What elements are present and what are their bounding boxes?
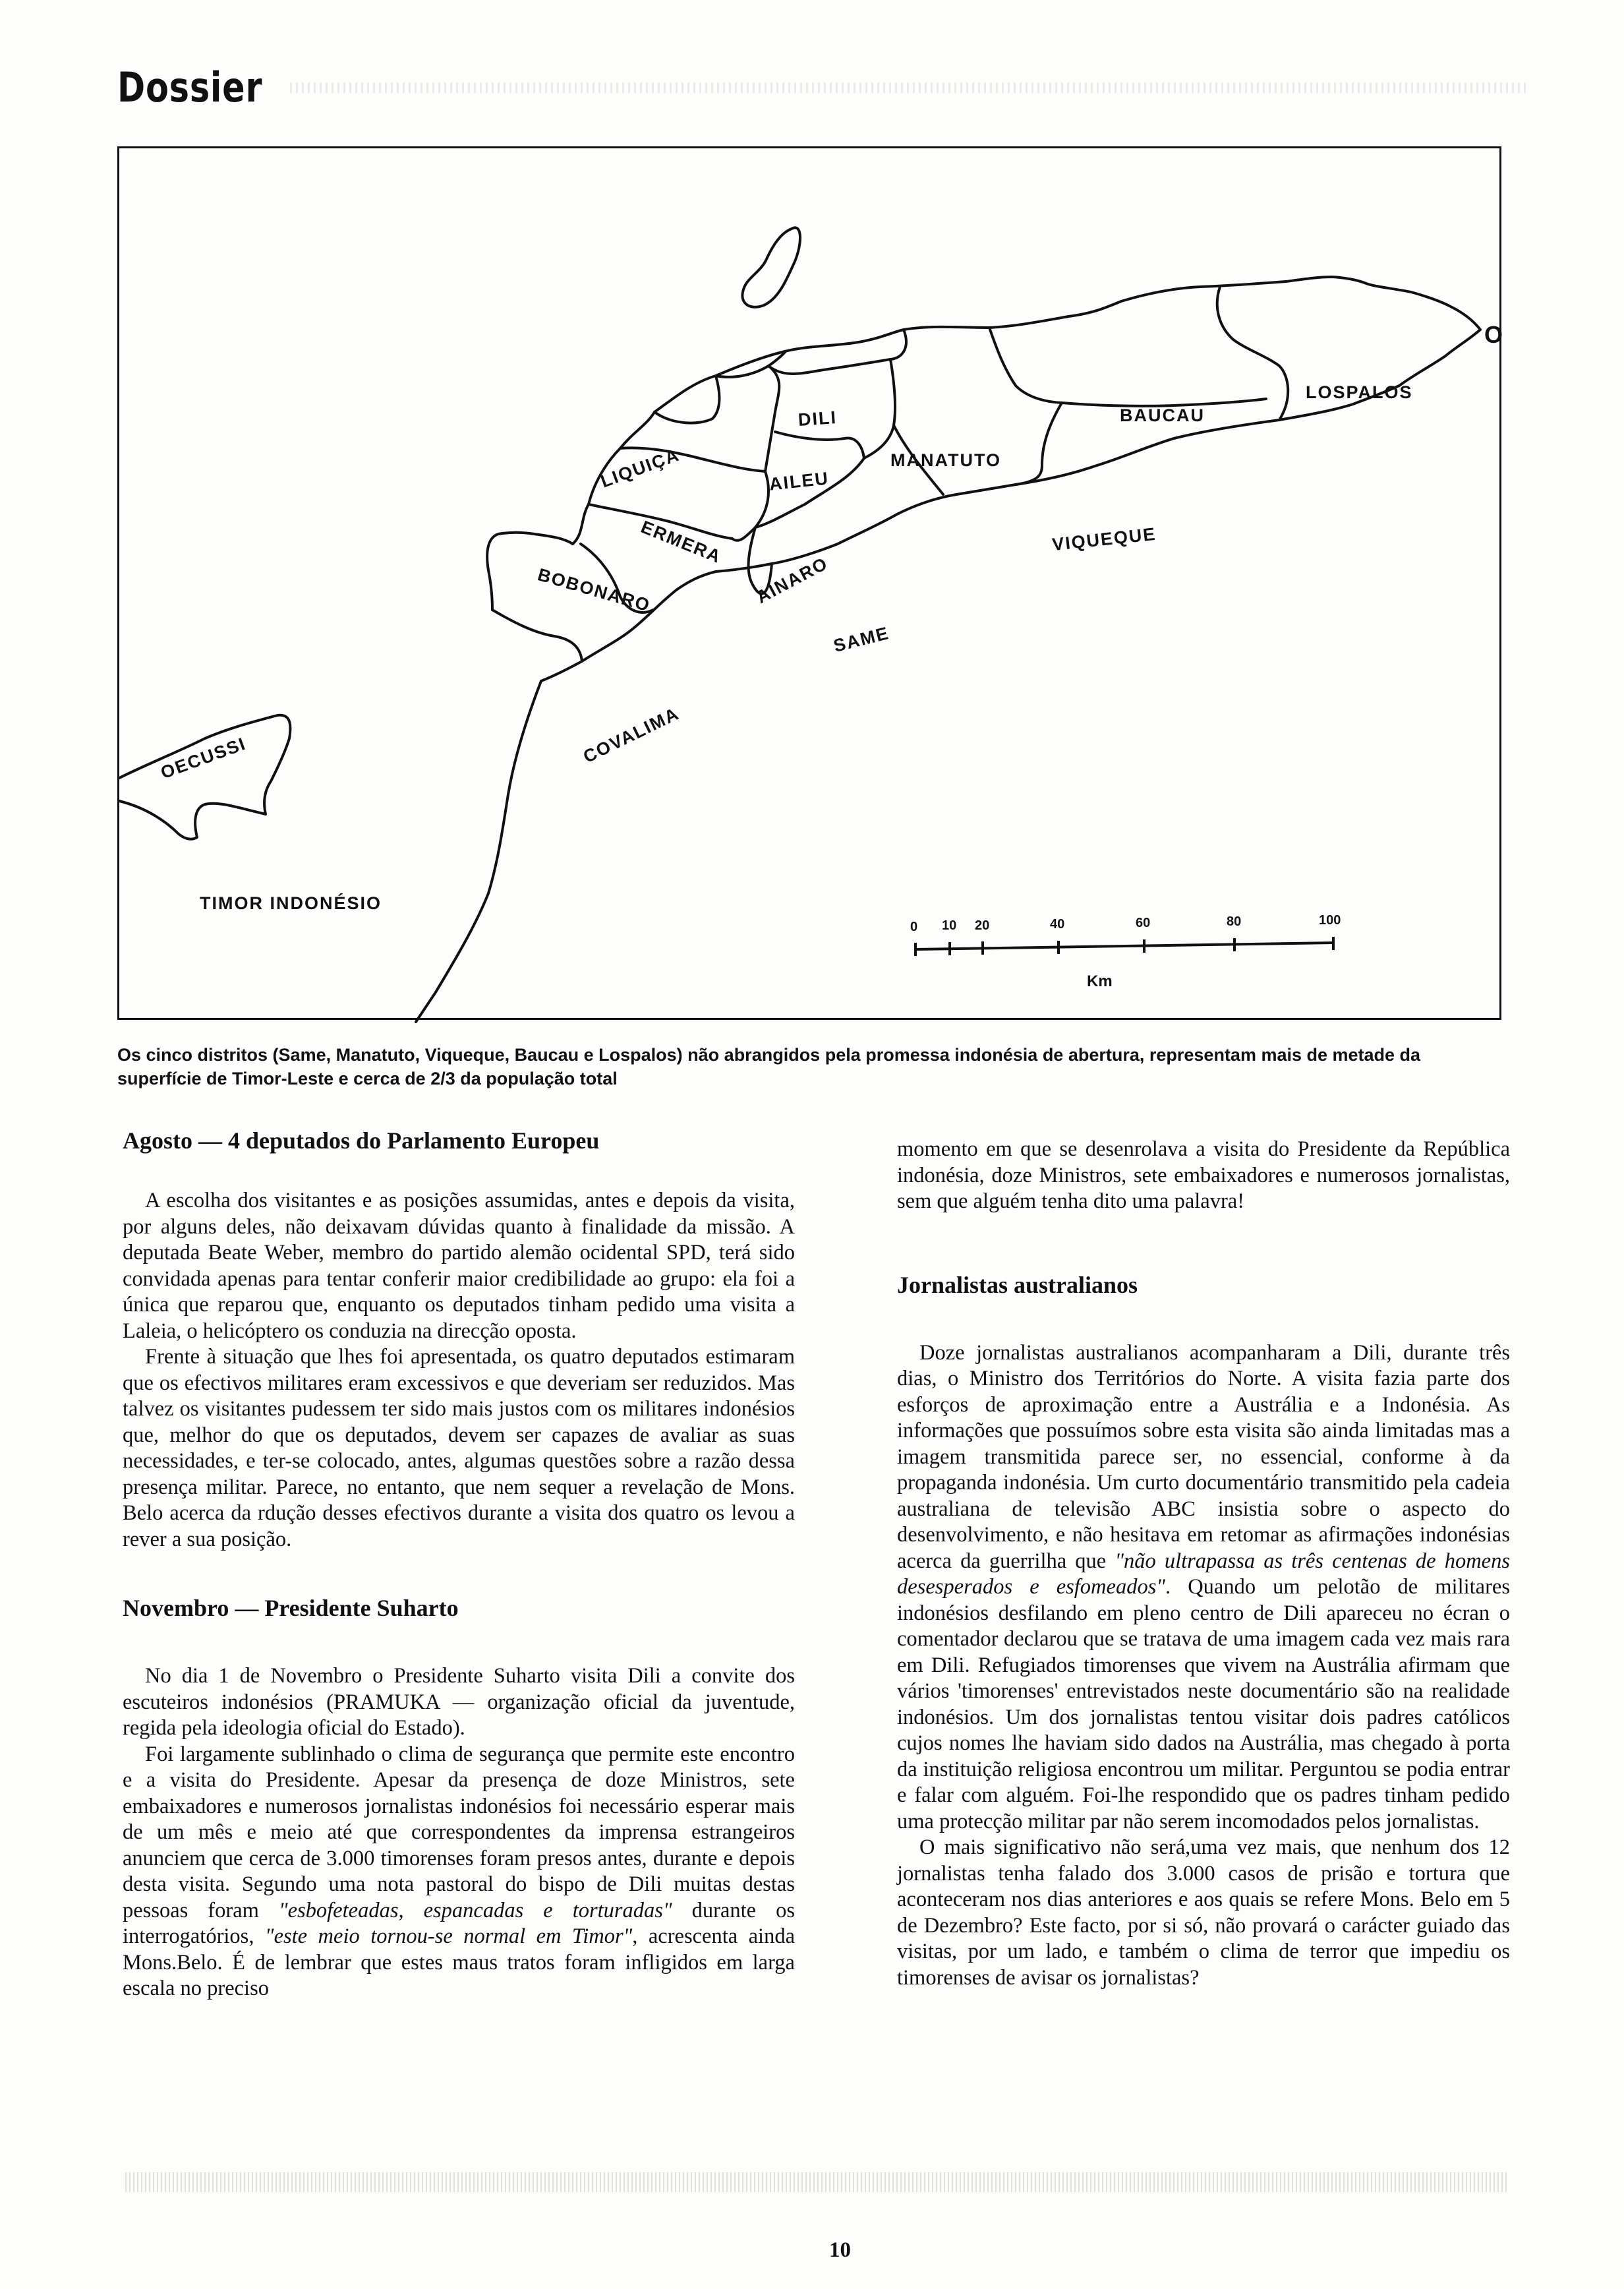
text-run: , acrescenta ainda Mons.Belo. É de lembrar que estes maus tratos foram infligidos em larga escala no preciso — [123, 1924, 795, 2000]
scale-tick-20: 20 — [975, 918, 990, 933]
label-baucau: BAUCAU — [1120, 405, 1205, 425]
label-ermera: ERMERA — [638, 516, 725, 568]
label-ainaro: AINARO — [753, 552, 832, 608]
border-ermera-ainaro — [732, 471, 768, 541]
footer-rule — [125, 2172, 1509, 2192]
label-covalima: COVALIMA — [580, 703, 683, 767]
paragraph — [123, 1742, 795, 2002]
label-aileu: AILEU — [768, 468, 830, 494]
border-aileu-manatuto — [864, 359, 895, 458]
label-island: O — [1484, 321, 1505, 348]
label-dili: DILI — [797, 407, 838, 431]
page-number: 10 — [829, 2238, 851, 2262]
heading-jornalistas: Jornalistas australianos — [897, 1271, 1138, 1298]
paragraph: O mais significativo não será,uma vez mais, que nenhum dos 12 jornalistas tenha falado dos 3.000 casos de prisão e tortura que aconteceram nos dias anteriores e aos quais se refere Mons. Belo em 5 de Dezembro? Este facto, por si só, não provará o carácter guiado das visitas, por um lado, e também o clima de terror que impediu os timorenses de avisar os jornalistas? — [897, 1835, 1510, 1990]
quote: "esbofeteadas, espancadas e torturadas" — [278, 1898, 672, 1922]
covalima-south — [416, 681, 541, 1022]
paragraph: No dia 1 de Novembro o Presidente Suharto visita Dili a convite dos escuteiros indonésios (PRAMUKA — organização oficial da juventude, regida pela ideologia oficial do Estado). — [123, 1664, 795, 1740]
map-outlines — [119, 148, 1503, 1022]
quote: "este meio tornou-se normal em Timor" — [264, 1924, 633, 1948]
label-manatuto: MANATUTO — [890, 450, 1001, 470]
border-manatuto-baucau — [989, 328, 1062, 403]
left-column — [123, 1126, 795, 2002]
scale-tick-10: 10 — [942, 918, 957, 933]
district-map — [117, 146, 1505, 1020]
scale-tick-60: 60 — [1136, 916, 1151, 930]
text-run: durante os interrogatórios, — [123, 1898, 795, 1948]
border-aileu — [765, 366, 779, 471]
scale-unit: Km — [1087, 972, 1113, 990]
section-title: Dossier — [117, 63, 263, 111]
heading-agosto: Agosto — 4 deputados do Parlamento Europeu — [123, 1127, 600, 1154]
label-timor-indonesio: TIMOR INDONÉSIO — [200, 893, 382, 913]
island-outline — [742, 227, 800, 307]
paragraph: A escolha dos visitantes e as posições assumidas, antes e depois da visita, por alguns deles, não deixavam dúvidas quanto à finalidade da missão. A deputada Beate Weber, membro do partido alemão ocidental SPD, terá sido convidada apenas para tentar conferir maior credibilidade ao grupo: ela foi a única que reparou que, enquanto os deputados tinham pedido uma visita a Laleia, o helicóptero os conduzia na direcção oposta. — [123, 1189, 795, 1343]
label-liquica: LIQUIÇA — [598, 444, 683, 492]
quote: "não ultrapassa as três centenas de homens desesperados e esfomeados" — [897, 1549, 1510, 1599]
paragraph — [897, 1340, 1510, 1835]
border-manatuto-viqueque — [1016, 403, 1062, 485]
paragraph: Frente à situação que lhes foi apresentada, os quatro deputados estimaram que os efectivos militares eram excessivos e que deveriam ser reduzidos. Mas talvez os visitantes pudessem ter sido mais justos com os militares indonésios que, melhor do que os deputados, devem ser capazes de avaliar as suas necessidades, e ter-se colocado, antes, algumas questões sobre a razão dessa presença militar. Parece, no entanto, que nem sequer a revelação de Mons. Belo acerca da rdução desses efectivos durante a visita dos quatro os levou a rever a sua posição. — [123, 1345, 795, 1551]
scale-tick-80: 80 — [1227, 914, 1242, 929]
scale-tick-0: 0 — [910, 920, 918, 934]
text-run: Foi largamente sublinhado o clima de segurança que permite este encontro e a visita do Presidente. Apesar da presença de doze Ministros, sete embaixadores e numerosos jornalistas indonésios foi necessário esperar mais de um mês e meio até que correspondentes da imprensa estrangeiros anunciem que cerca de 3.000 timorenses foram presos antes, durante e depois desta visita. Segundo uma nota pastoral do bispo de Dili muitas destas pessoas foram — [123, 1742, 795, 1922]
label-lospalos: LOSPALOS — [1306, 382, 1413, 402]
main-coast — [541, 277, 1480, 681]
right-column — [897, 1137, 1510, 1991]
border-liquica-ermera — [654, 376, 719, 423]
text-run: Doze jornalistas australianos acompanharam a Dili, durante três dias, o Ministro dos Territórios do Norte. A visita fazia parte dos esforços de aproximação entre a Austrália e a Indonésia. As informações que possuímos sobre esta visita são ainda limitadas mas a imagem transmitida parece ser, no essencial, conforme à da propaganda indonésia. Um curto documentário transmitido pela cadeia australiana de televisão ABC insistia sobre o aspecto do desenvolvimento, e não hesitava em retomar as afirmações indonésias acerca da guerrilha que — [897, 1340, 1510, 1573]
paragraph-continuation: momento em que se desenrolava a visita do Presidente da República indonésia, doze Ministros, sete embaixadores e numerosos jornalistas, sem que alguém tenha dito uma palavra! — [897, 1137, 1510, 1213]
header-rule — [290, 82, 1529, 93]
label-same: SAME — [831, 623, 892, 656]
label-bobonaro: BOBONARO — [535, 564, 653, 616]
label-oecussi: OECUSSI — [158, 733, 249, 783]
label-viqueque: VIQUEQUE — [1051, 523, 1157, 555]
oecussi-outline — [119, 715, 290, 839]
border-aileu-ainaro — [775, 432, 864, 458]
text-run: . Quando um pelotão de militares indonésios desfilando em pleno centro de Dili apareceu no écran o comentador declarou que se tratava de uma imagem cada vez mais rara em Dili. Refugiados timorenses que vivem na Austrália afirmam que vários 'timorenses' entrevistados neste documentário são na realidade indonésios. Um dos jornalistas tentou visitar dois padres católicos cujos nomes lhe haviam sido dados na Austrália, mas chegado à porta da instituição religiosa encontrou um militar. Perguntou se podia entrar e falar com alguém. Foi-lhe respondido que os padres tinham pedido uma protecção militar par não serem incomodados pelos jornalistas. — [897, 1575, 1510, 1833]
map-caption: Os cinco distritos (Same, Manatuto, Viqueque, Baucau e Lospalos) não abrangidos pela promessa indonésia de abertura, representam mais de metade da superfície de Timor-Leste e cerca de 2/3 da população total — [117, 1045, 1421, 1088]
scale-tick-100: 100 — [1319, 913, 1341, 928]
scale-bar — [915, 937, 1333, 956]
border-bobonaro-covalima — [492, 610, 582, 661]
heading-novembro: Novembro — Presidente Suharto — [123, 1595, 459, 1621]
scale-tick-40: 40 — [1050, 917, 1065, 932]
